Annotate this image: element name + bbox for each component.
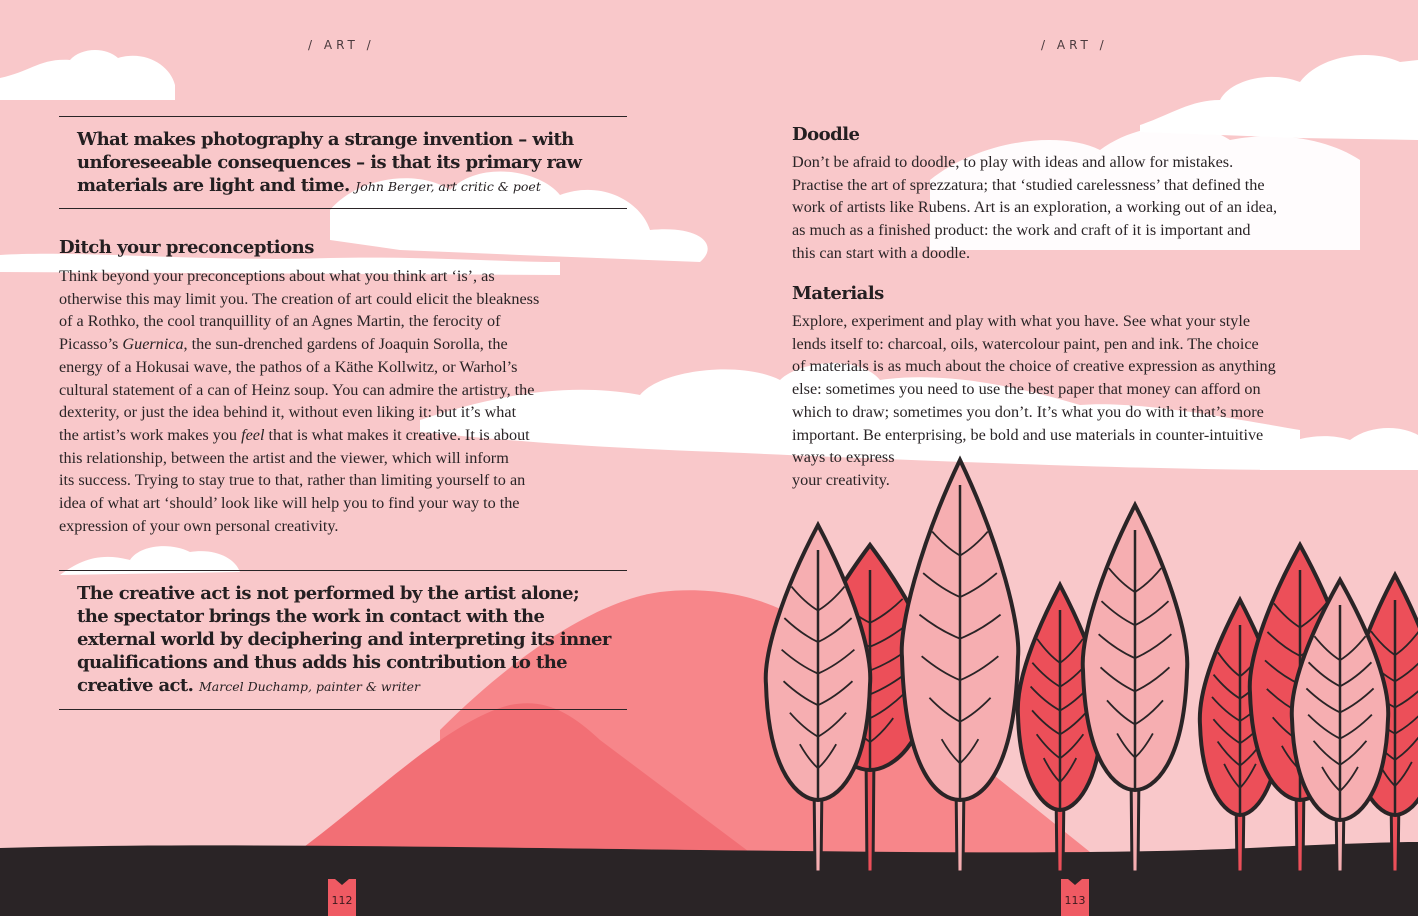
text-line: idea of what art ‘should’ look like will help you to find your way to the: [59, 494, 520, 513]
text-line: otherwise this may limit you. The creation of art could elicit the bleakness: [59, 289, 540, 308]
section-body-doodle: [792, 151, 1277, 265]
ground: [0, 842, 1418, 916]
italic-title: feel: [241, 425, 265, 444]
text-line: Don’t be afraid to doodle, to play with ideas and allow for mistakes.: [792, 153, 1234, 171]
text-line: lends itself to: charcoal, oils, watercolour paint, pen and ink. The choice: [792, 334, 1259, 353]
running-head-right: / ART /: [1041, 38, 1108, 52]
quote-line: qualifications and thus adds his contribution to the: [77, 652, 568, 673]
quote-line: unforeseeable consequences – is that its primary raw: [77, 152, 582, 173]
quote-line: The creative act is not performed by the artist alone;: [77, 583, 580, 604]
text-line: cultural statement of a can of Heinz soup. You can admire the artistry, the: [59, 380, 535, 399]
text-line: which to draw; sometimes you don’t. It’s what you do with it that’s more: [792, 402, 1264, 421]
text-line: Explore, experiment and play with what you have. See what your style: [792, 312, 1251, 330]
text-line: ways to express: [792, 448, 895, 467]
quote-attribution: John Berger, art critic & poet: [355, 179, 541, 194]
quote-attribution: Marcel Duchamp, painter & writer: [198, 679, 420, 694]
text-line: this relationship, between the artist and the viewer, which will inform: [59, 448, 509, 467]
text-line: important. Be enterprising, be bold and use materials in counter-intuitive: [792, 425, 1264, 444]
running-head-left: / ART /: [308, 38, 375, 52]
quote-line: materials are light and time.: [77, 175, 350, 196]
page-number-right: 113: [1061, 879, 1089, 916]
italic-title: Guernica: [122, 335, 184, 354]
text-line: of materials is as much about the choice of creative expression as anything: [792, 357, 1276, 376]
text-line: the artist’s work makes you feel that is what makes it creative. It is about: [59, 425, 530, 444]
text-line: Picasso’s Guernica, the sun-drenched gardens of Joaquin Sorolla, the: [59, 335, 508, 354]
text-line: work of artists like Rubens. Art is an exploration, a working out of an idea,: [792, 198, 1278, 217]
text-line: else: sometimes you need to use the best paper that money can afford on: [792, 380, 1261, 399]
tree: [1083, 505, 1187, 872]
page-number-left: 112: [328, 879, 356, 916]
quote-line: creative act.: [77, 675, 194, 696]
text-line: this can start with a doodle.: [792, 243, 971, 262]
text-line: your creativity.: [792, 470, 890, 489]
quote-line: the spectator brings the work in contact with the: [77, 606, 545, 627]
section-heading-doodle: Doodle: [792, 124, 860, 145]
quote-rule-bottom: [59, 208, 627, 209]
text-line: of a Rothko, the cool tranquillity of an Agnes Martin, the ferocity of: [59, 312, 501, 331]
text-line: its success. Trying to stay true to that, rather than limiting yourself to an: [59, 471, 526, 490]
pull-quote-berger: [77, 128, 581, 198]
pull-quote-duchamp: [77, 582, 611, 698]
section-body-materials: [792, 310, 1276, 492]
quote-line: external world by deciphering and interpreting its inner: [77, 629, 611, 650]
section-body-ditch: [59, 265, 539, 537]
quote-line: What makes photography a strange invention – with: [77, 129, 574, 150]
text-line: expression of your own personal creativity.: [59, 516, 339, 535]
quote-rule-bottom: [59, 709, 627, 710]
text-line: as much as a finished product: the work and craft of it is important and: [792, 221, 1251, 240]
text-line: Practise the art of sprezzatura; that ‘studied carelessness’ that defined the: [792, 175, 1265, 194]
text-line: energy of a Hokusai wave, the pathos of a Käthe Kollwitz, or Warhol’s: [59, 357, 518, 376]
quote-rule-top: [59, 570, 627, 571]
quote-rule-top: [59, 116, 627, 117]
cloud: [0, 50, 175, 100]
text-line: dexterity, or just the idea behind it, without even liking it: but it’s what: [59, 403, 517, 422]
section-heading-ditch: Ditch your preconceptions: [59, 237, 314, 258]
section-heading-materials: Materials: [792, 283, 884, 304]
text-line: Think beyond your preconceptions about what you think art ‘is’, as: [59, 267, 495, 285]
